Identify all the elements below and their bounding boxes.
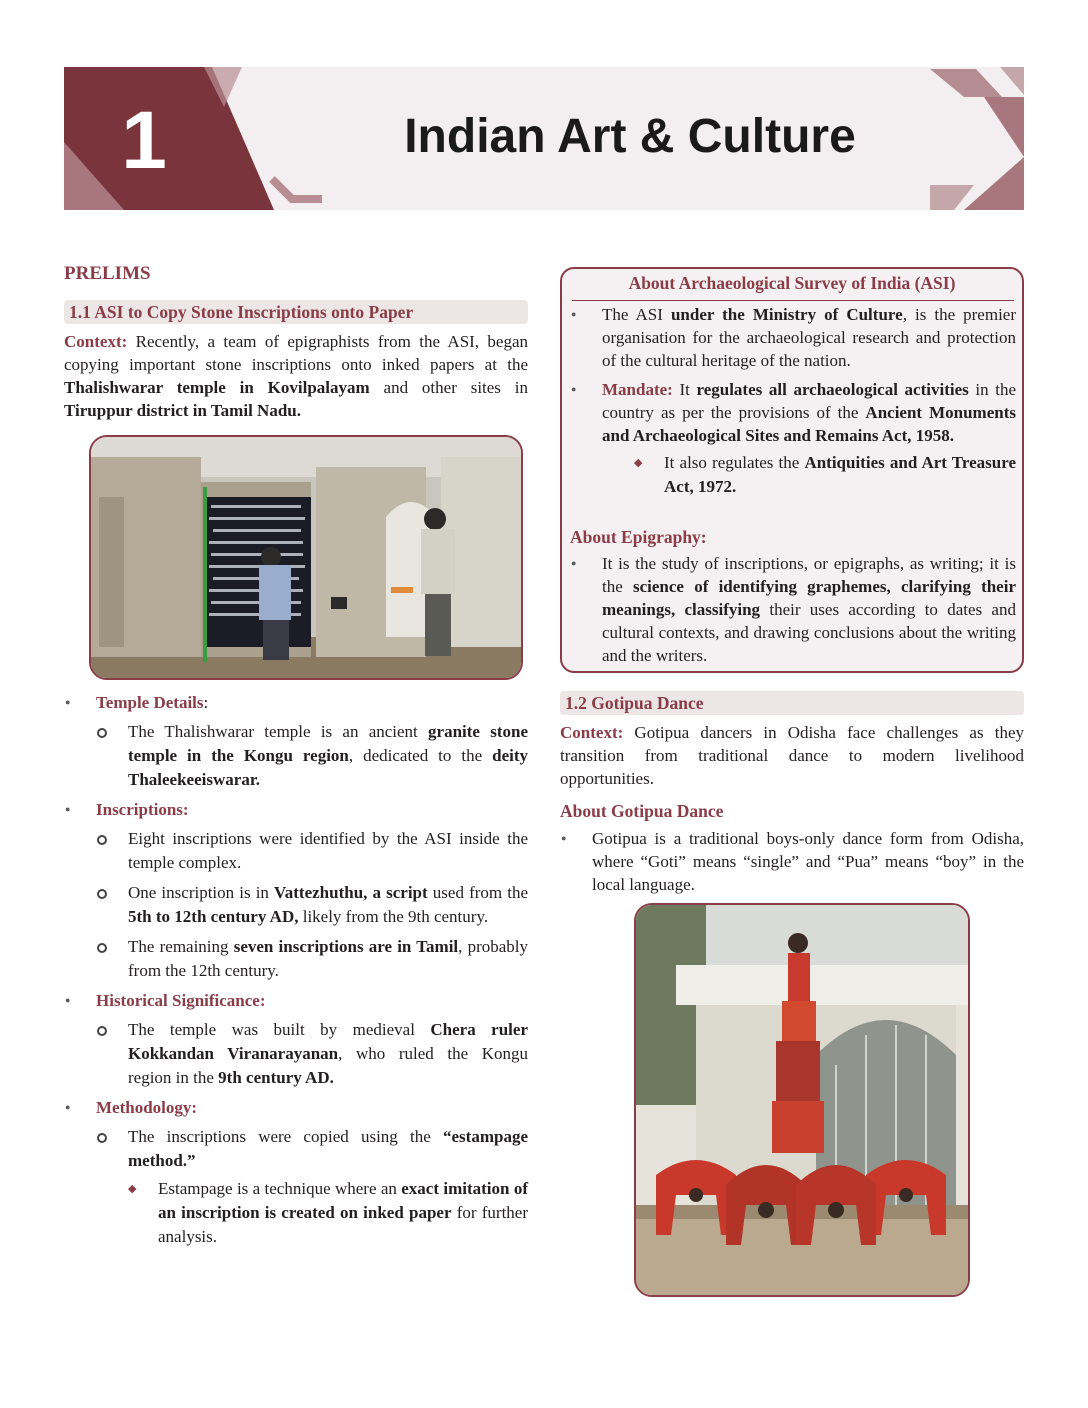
list-item: The Thalishwarar temple is an ancient granite stone temple in the Kongu region, dedicated to the deity Thaleekeeiswarar. xyxy=(96,720,528,792)
list-item: ● The ASI under the Ministry of Culture, is the premier organisation for the archaeological research and protection of the cultural heritage of the nation. xyxy=(570,303,1016,372)
gotipua-list xyxy=(560,827,1024,902)
heading-1-2: 1.2 Gotipua Dance xyxy=(560,691,1024,715)
list-item: The remaining seven inscriptions are in Tamil, probably from the 12th century. xyxy=(96,935,528,983)
epigraphy-list xyxy=(570,552,1016,673)
chapter-number: 1 xyxy=(121,95,167,186)
section-prelims: PRELIMS xyxy=(64,263,151,284)
list-item: ● It is the study of inscriptions, or epigraphs, as writing; it is the science of identifying graphemes, clarifying their meanings, classifying their uses according to dates and cultural contexts, and drawing conclusions about the writing and the writers. xyxy=(570,552,1016,667)
gotipua-dance-photo xyxy=(634,903,970,1297)
temple-details-list xyxy=(64,691,528,1255)
asi-box-title: About Archaeological Survey of India (ASI) xyxy=(628,273,956,293)
chapter-title: Indian Art & Culture xyxy=(404,110,856,163)
list-item: ● Mandate: It regulates all archaeological activities in the country as per the provisions of the Ancient Monuments and Archaeological Sites and Remains Act, 1958. ◆ It also regulates the Antiquities and Art Treasure Act, 1972. xyxy=(570,378,1016,499)
list-item: The inscriptions were copied using the “estampage method.” ◆ Estampage is a technique where an exact imitation of an inscription is created on inked paper for further analysis. xyxy=(96,1125,528,1249)
context-paragraph-2: Context: Gotipua dancers in Odisha face challenges as they transition from traditional dance to modern livelihood opportunities. xyxy=(560,723,1024,788)
list-item: One inscription is in Vattezhuthu, a script used from the 5th to 12th century AD, likely from the 9th century. xyxy=(96,881,528,929)
list-item: ● Inscriptions: Eight inscriptions were identified by the ASI inside the temple complex. One inscription is in Vattezhuthu, a script used from the 5th to 12th century AD, likely from the 9th century. The remaining seven inscriptions are in Tamil, probably from the 12th century. xyxy=(64,798,528,983)
list-item: The temple was built by medieval Chera ruler Kokkandan Viranarayanan, who ruled the Kongu region in the 9th century AD. xyxy=(96,1018,528,1090)
divider xyxy=(572,300,1014,301)
epigraphy-title: About Epigraphy: xyxy=(570,527,707,547)
asi-list xyxy=(570,303,1016,505)
context-paragraph-1: Context: Recently, a team of epigraphists from the ASI, began copying important stone inscriptions onto inked papers at the Thalishwarar temple in Kovilpalayam and other sites in Tiruppur district in Tamil Nadu. xyxy=(64,332,528,420)
about-gotipua-heading: About Gotipua Dance xyxy=(560,801,724,821)
heading-1-1: 1.1 ASI to Copy Stone Inscriptions onto Paper xyxy=(64,300,528,324)
list-item: ◆ It also regulates the Antiquities and Art Treasure Act, 1972. xyxy=(634,451,1016,499)
temple-inscription-photo xyxy=(89,435,523,680)
list-item: ● Gotipua is a traditional boys-only dance form from Odisha, where “Goti” means “single” and “Pua” means “boy” in the local language. xyxy=(560,827,1024,896)
list-item: ● Temple Details: The Thalishwarar temple is an ancient granite stone temple in the Kongu region, dedicated to the deity Thaleekeeiswarar. xyxy=(64,691,528,792)
list-item: ● Historical Significance: The temple was built by medieval Chera ruler Kokkandan Viranarayanan, who ruled the Kongu region in the 9th century AD. xyxy=(64,989,528,1090)
asi-info-box xyxy=(560,267,1024,673)
list-item: ● Methodology: The inscriptions were copied using the “estampage method.” ◆ Estampage is a technique where an exact imitation of an inscription is created on inked paper for further analysis. xyxy=(64,1096,528,1249)
context-label: Context: xyxy=(64,332,128,351)
list-item: Eight inscriptions were identified by the ASI inside the temple complex. xyxy=(96,827,528,875)
list-item: ◆ Estampage is a technique where an exact imitation of an inscription is created on inked paper for further analysis. xyxy=(128,1177,528,1249)
